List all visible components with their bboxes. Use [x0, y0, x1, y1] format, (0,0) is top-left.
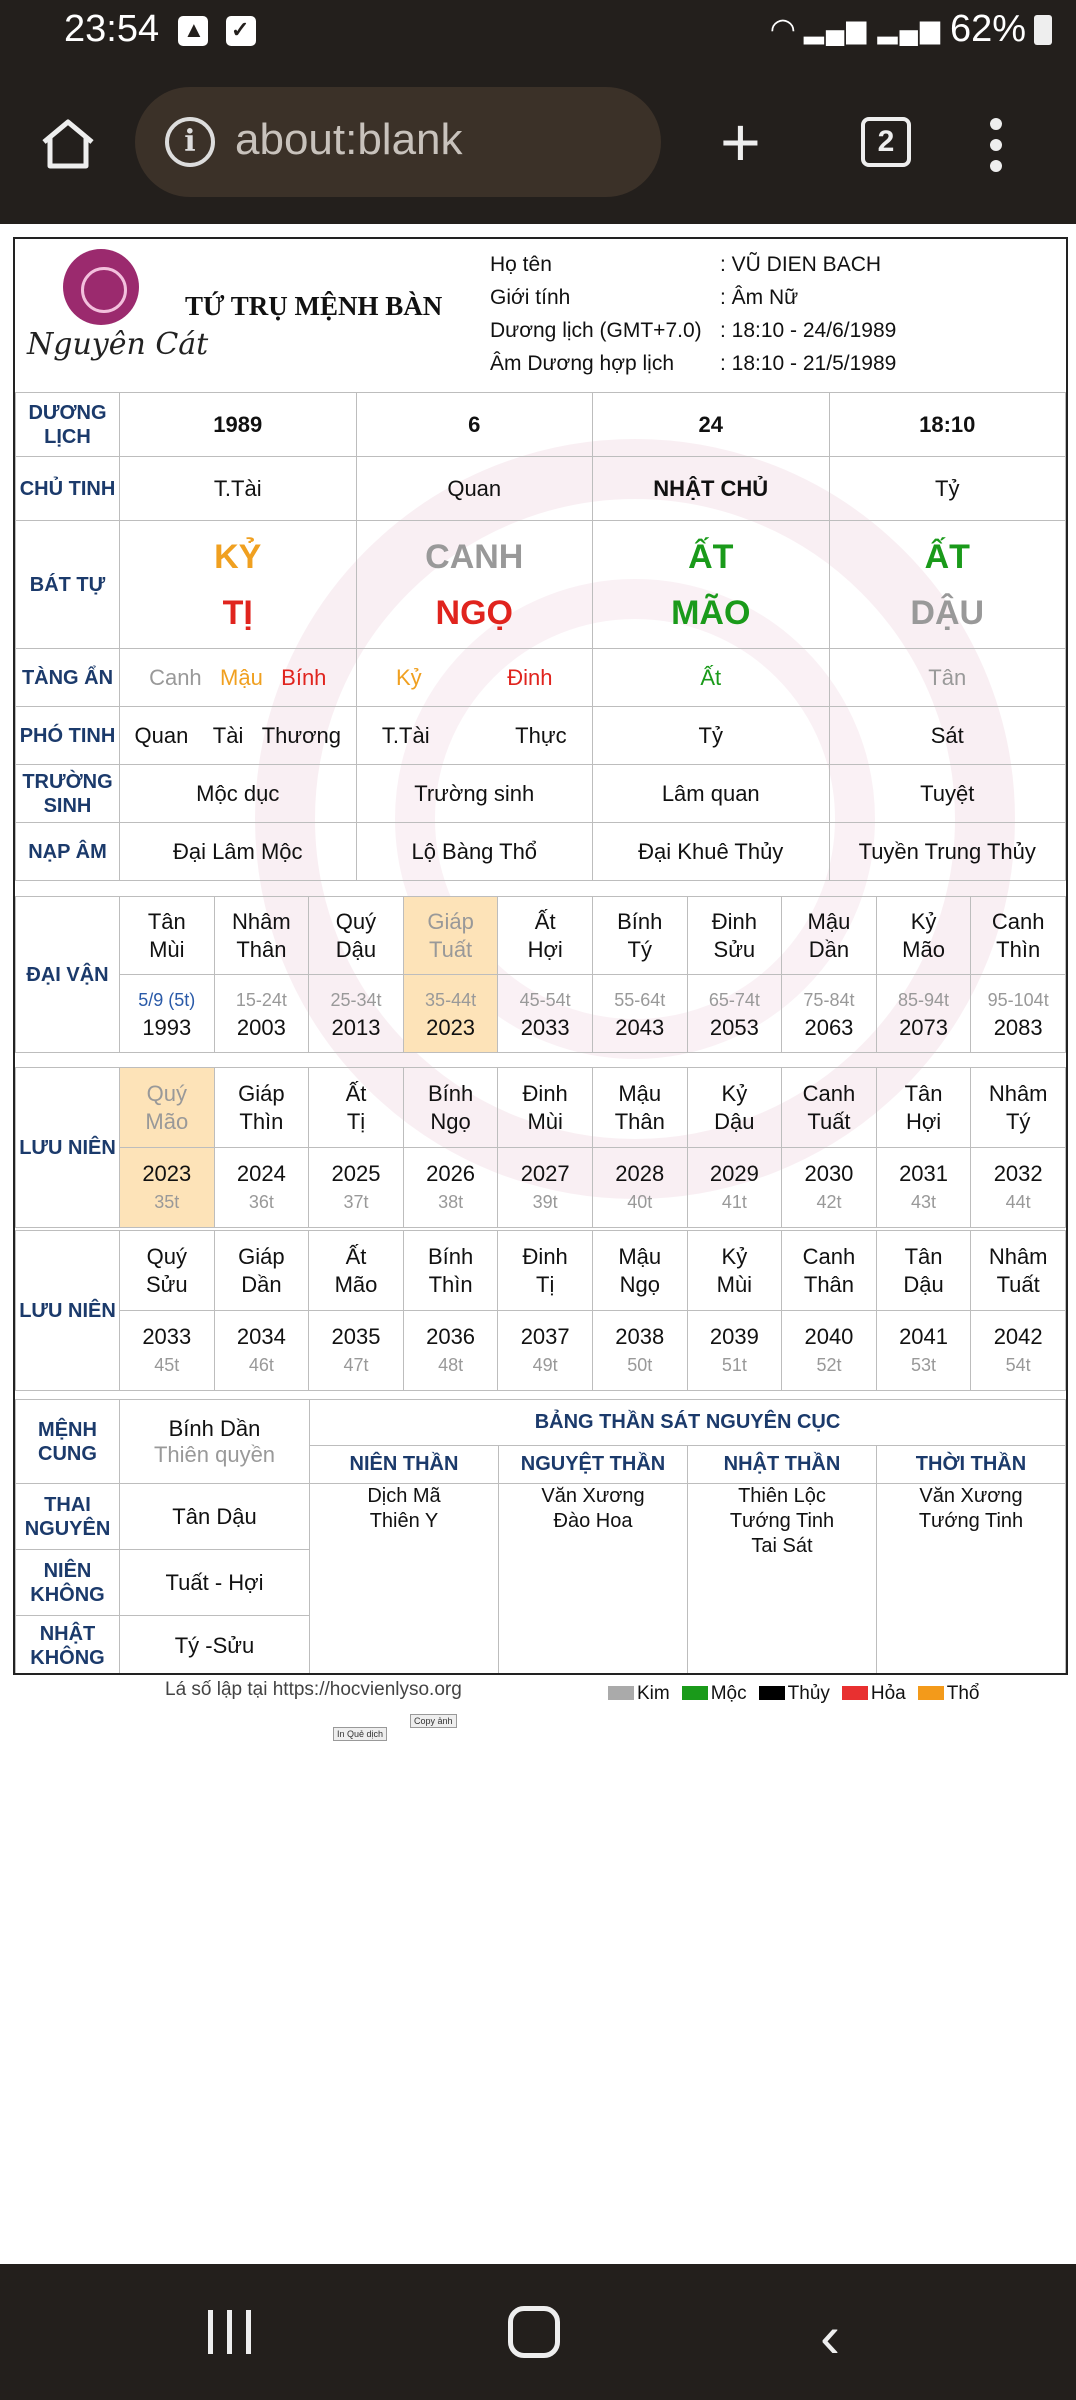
- than-sat-title: BẢNG THẦN SÁT NGUYÊN CỤC: [310, 1400, 1066, 1446]
- col-nguyet-than: NGUYỆT THẦN: [499, 1446, 688, 1484]
- luu-nien-2-can-chi-row: [16, 1231, 1066, 1311]
- menh-cung-value: Bính Dần Thiên quyền: [120, 1400, 310, 1484]
- can-chi-cell: Kỷ Mão: [876, 897, 971, 975]
- can-chi-cell: Ất Tị: [309, 1068, 404, 1148]
- can-chi-cell: Ất Mão: [309, 1231, 404, 1311]
- year-cell: 2041 53t: [876, 1311, 971, 1391]
- row-bat-tu: [16, 521, 1066, 649]
- new-tab-icon[interactable]: +: [720, 103, 761, 181]
- col-nhat-than: NHẬT THẦN: [688, 1446, 877, 1484]
- luu-nien-table-1: [15, 1067, 1066, 1228]
- can-chi-cell: Giáp Tuất: [403, 897, 498, 975]
- legend-swatch: [759, 1686, 785, 1700]
- nap-am-month: Lộ Bàng Thổ: [356, 823, 593, 881]
- info-name: Họ tên : VŨ DIEN BACH: [490, 253, 882, 276]
- year-cell: 2037 49t: [498, 1311, 593, 1391]
- year-cell: 2029 41t: [687, 1148, 782, 1228]
- year-cell: 2033 45t: [120, 1311, 215, 1391]
- nhat-than-list: Thiên Lộc Tướng Tinh Tai Sát: [688, 1484, 877, 1676]
- year-cell: 35-44t 2023: [403, 975, 498, 1053]
- year-cell: 2023 35t: [120, 1148, 215, 1228]
- year-cell: 2024 36t: [214, 1148, 309, 1228]
- year-cell: 2040 52t: [782, 1311, 877, 1391]
- home-icon[interactable]: [38, 116, 98, 172]
- than-sat-table: [15, 1399, 1066, 1675]
- luu-nien-1-can-chi-row: [16, 1068, 1066, 1148]
- chu-tinh-year: T.Tài: [120, 457, 357, 521]
- check-icon: ✓: [226, 16, 256, 46]
- can-chi-cell: Nhâm Tý: [971, 1068, 1066, 1148]
- pho-tinh-year: Quan Tài Thương: [120, 707, 357, 765]
- year-cell: 2035 47t: [309, 1311, 404, 1391]
- can-chi-cell: Nhâm Tuất: [971, 1231, 1066, 1311]
- label-thai-nguyen: THAI NGUYÊN: [16, 1484, 120, 1550]
- chu-tinh-hour: Tỷ: [829, 457, 1066, 521]
- can-chi-cell: Canh Tuất: [782, 1068, 877, 1148]
- col-nien-than: NIÊN THẦN: [310, 1446, 499, 1484]
- nap-am-hour: Tuyền Trung Thủy: [829, 823, 1066, 881]
- status-bar: [0, 0, 1076, 62]
- legend-swatch: [682, 1686, 708, 1700]
- signal-icon: ▂▄▆ ▂▄▆: [803, 14, 942, 44]
- year-cell: 2034 46t: [214, 1311, 309, 1391]
- browser-toolbar: [0, 62, 1076, 224]
- row-duong-lich: [16, 393, 1066, 457]
- legend-swatch: [918, 1686, 944, 1700]
- year-cell: 5/9 (5t) 1993: [120, 975, 215, 1053]
- truong-sinh-day: Lâm quan: [593, 765, 830, 823]
- year-cell: 55-64t 2043: [592, 975, 687, 1053]
- nap-am-year: Đại Lâm Mộc: [120, 823, 357, 881]
- label-bat-tu: BÁT TỰ: [16, 521, 120, 649]
- tang-an-day: Ất: [593, 649, 830, 707]
- year-cell: 45-54t 2033: [498, 975, 593, 1053]
- label-nap-am: NẠP ÂM: [16, 823, 120, 881]
- truong-sinh-year: Mộc dục: [120, 765, 357, 823]
- legend-swatch: [608, 1686, 634, 1700]
- element-legend: [608, 1683, 980, 1705]
- dai-van-table: [15, 896, 1066, 1053]
- label-pho-tinh: PHÓ TINH: [16, 707, 120, 765]
- year-cell: 85-94t 2073: [876, 975, 971, 1053]
- can-chi-cell: Quý Mão: [120, 1068, 215, 1148]
- year-cell: 2026 38t: [403, 1148, 498, 1228]
- year-cell: 95-104t 2083: [971, 975, 1066, 1053]
- nhat-khong-value: Tý -Sửu: [120, 1616, 310, 1676]
- year-cell: 65-74t 2053: [687, 975, 782, 1053]
- chart-header: [15, 239, 1066, 384]
- can-chi-cell: Mậu Dần: [782, 897, 877, 975]
- can-chi-cell: Canh Thân: [782, 1231, 877, 1311]
- can-chi-cell: Tân Dậu: [876, 1231, 971, 1311]
- page-content: [0, 224, 1076, 2264]
- row-truong-sinh: [16, 765, 1066, 823]
- legend-item: Kim: [608, 1683, 670, 1705]
- info-lunar-date: Âm Dương hợp lịch : 18:10 - 21/5/1989: [490, 352, 897, 375]
- year-cell: 2036 48t: [403, 1311, 498, 1391]
- info-solar-date: Dương lịch (GMT+7.0) : 18:10 - 24/6/1989: [490, 319, 897, 342]
- battery-level: 62%: [949, 8, 1026, 50]
- can-chi-cell: Ất Hợi: [498, 897, 593, 975]
- year-cell: 2042 54t: [971, 1311, 1066, 1391]
- pho-tinh-hour: Sát: [829, 707, 1066, 765]
- legend-item: Thủy: [759, 1683, 830, 1705]
- luu-nien-table-2: [15, 1230, 1066, 1391]
- can-chi-cell: Nhâm Thân: [214, 897, 309, 975]
- day-value: 24: [593, 393, 830, 457]
- luu-nien-1-year-row: [16, 1148, 1066, 1228]
- dai-van-year-row: [16, 975, 1066, 1053]
- truong-sinh-hour: Tuyệt: [829, 765, 1066, 823]
- url-text: about:blank: [235, 115, 463, 164]
- luu-nien-2-year-row: [16, 1311, 1066, 1391]
- recents-icon[interactable]: [208, 2310, 251, 2354]
- tab-switcher-button[interactable]: 2: [861, 117, 911, 167]
- can-chi-cell: Bính Ngọ: [403, 1068, 498, 1148]
- can-chi-cell: Tân Hợi: [876, 1068, 971, 1148]
- info-icon[interactable]: i: [165, 117, 215, 167]
- year-cell: 25-34t 2013: [309, 975, 404, 1053]
- year-cell: 75-84t 2063: [782, 975, 877, 1053]
- can-chi-cell: Mậu Ngọ: [592, 1231, 687, 1311]
- legend-item: Mộc: [682, 1683, 747, 1705]
- can-chi-cell: Đinh Tị: [498, 1231, 593, 1311]
- nap-am-day: Đại Khuê Thủy: [593, 823, 830, 881]
- truong-sinh-month: Trường sinh: [356, 765, 593, 823]
- can-chi-cell: Kỷ Mùi: [687, 1231, 782, 1311]
- system-nav-bar: [0, 2264, 1076, 2400]
- can-chi-cell: Giáp Dần: [214, 1231, 309, 1311]
- nien-than-list: Dịch Mã Thiên Y: [310, 1484, 499, 1676]
- label-nien-khong: NIÊN KHÔNG: [16, 1550, 120, 1616]
- tang-an-month: Kỷ Đinh: [356, 649, 593, 707]
- chu-tinh-day: NHẬT CHỦ: [593, 457, 830, 521]
- year-cell: 15-24t 2003: [214, 975, 309, 1053]
- label-chu-tinh: CHỦ TINH: [16, 457, 120, 521]
- wifi-icon: ◠: [769, 13, 796, 46]
- can-chi-cell: Bính Tý: [592, 897, 687, 975]
- pho-tinh-month: T.Tài Thực: [356, 707, 593, 765]
- label-duong-lich: DƯƠNG LỊCH: [16, 393, 120, 457]
- bat-tu-month: CANH NGỌ: [356, 521, 593, 649]
- year-cell: 2030 42t: [782, 1148, 877, 1228]
- thai-nguyen-row: [16, 1484, 1066, 1550]
- year-cell: 2039 51t: [687, 1311, 782, 1391]
- row-chu-tinh: [16, 457, 1066, 521]
- logo-text: Nguyên Cát: [27, 327, 209, 362]
- copy-image-button[interactable]: Copy ảnh: [410, 1714, 457, 1728]
- dai-van-can-chi-row: [16, 897, 1066, 975]
- can-chi-cell: Canh Thìn: [971, 897, 1066, 975]
- label-luu-nien-2: LƯU NIÊN: [16, 1231, 120, 1391]
- chart-card: [13, 237, 1068, 1675]
- year-cell: 2027 39t: [498, 1148, 593, 1228]
- bat-tu-hour: ẤT DẬU: [829, 521, 1066, 649]
- legend-item: Thổ: [918, 1683, 980, 1705]
- chu-tinh-month: Quan: [356, 457, 593, 521]
- year-cell: 2038 50t: [592, 1311, 687, 1391]
- col-thoi-than: THỜI THẦN: [877, 1446, 1066, 1484]
- can-chi-cell: Đinh Sửu: [687, 897, 782, 975]
- than-sat-title-row: [16, 1400, 1066, 1446]
- row-nap-am: [16, 823, 1066, 881]
- clock: 23:54: [64, 8, 160, 50]
- label-nhat-khong: NHẬT KHÔNG: [16, 1616, 120, 1676]
- bat-tu-year: KỶ TỊ: [120, 521, 357, 649]
- can-chi-cell: Bính Thìn: [403, 1231, 498, 1311]
- logo-icon: [63, 249, 139, 325]
- label-truong-sinh: TRƯỜNG SINH: [16, 765, 120, 823]
- can-chi-cell: Mậu Thân: [592, 1068, 687, 1148]
- page-title: TỨ TRỤ MỆNH BÀN: [185, 291, 443, 321]
- home-nav-icon[interactable]: [508, 2306, 560, 2358]
- more-menu-icon[interactable]: [990, 118, 1002, 181]
- pillars-table: [15, 392, 1066, 881]
- back-icon[interactable]: ‹: [820, 2303, 840, 2370]
- year-cell: 2028 40t: [592, 1148, 687, 1228]
- tang-an-year: Canh Mậu Bính: [120, 649, 357, 707]
- gallery-icon: ▲: [178, 16, 208, 46]
- can-chi-cell: Đinh Mùi: [498, 1068, 593, 1148]
- thoi-than-list: Văn Xương Tướng Tinh: [877, 1484, 1066, 1676]
- year-cell: 2031 43t: [876, 1148, 971, 1228]
- can-chi-cell: Giáp Thìn: [214, 1068, 309, 1148]
- thai-nguyen-value: Tân Dậu: [120, 1484, 310, 1550]
- row-tang-an: [16, 649, 1066, 707]
- print-button[interactable]: In Quẻ dịch: [333, 1727, 387, 1741]
- info-gender: Giới tính : Âm Nữ: [490, 286, 799, 309]
- hour-value: 18:10: [829, 393, 1066, 457]
- legend-swatch: [842, 1686, 868, 1700]
- month-value: 6: [356, 393, 593, 457]
- label-tang-an: TÀNG ẨN: [16, 649, 120, 707]
- battery-icon: [1034, 15, 1052, 45]
- tang-an-hour: Tân: [829, 649, 1066, 707]
- source-text: Lá số lập tại https://hocvienlyso.org: [165, 1679, 462, 1700]
- year-cell: 2032 44t: [971, 1148, 1066, 1228]
- can-chi-cell: Kỷ Dậu: [687, 1068, 782, 1148]
- legend-item: Hỏa: [842, 1683, 906, 1705]
- label-menh-cung: MỆNH CUNG: [16, 1400, 120, 1484]
- bat-tu-day: ẤT MÃO: [593, 521, 830, 649]
- can-chi-cell: Quý Dậu: [309, 897, 404, 975]
- year-cell: 2025 37t: [309, 1148, 404, 1228]
- can-chi-cell: Quý Sửu: [120, 1231, 215, 1311]
- label-dai-van: ĐẠI VẬN: [16, 897, 120, 1053]
- nguyet-than-list: Văn Xương Đào Hoa: [499, 1484, 688, 1676]
- row-pho-tinh: [16, 707, 1066, 765]
- address-bar[interactable]: [135, 87, 661, 197]
- label-luu-nien-1: LƯU NIÊN: [16, 1068, 120, 1228]
- nien-khong-value: Tuất - Hợi: [120, 1550, 310, 1616]
- pho-tinh-day: Tỷ: [593, 707, 830, 765]
- year-value: 1989: [120, 393, 357, 457]
- can-chi-cell: Tân Mùi: [120, 897, 215, 975]
